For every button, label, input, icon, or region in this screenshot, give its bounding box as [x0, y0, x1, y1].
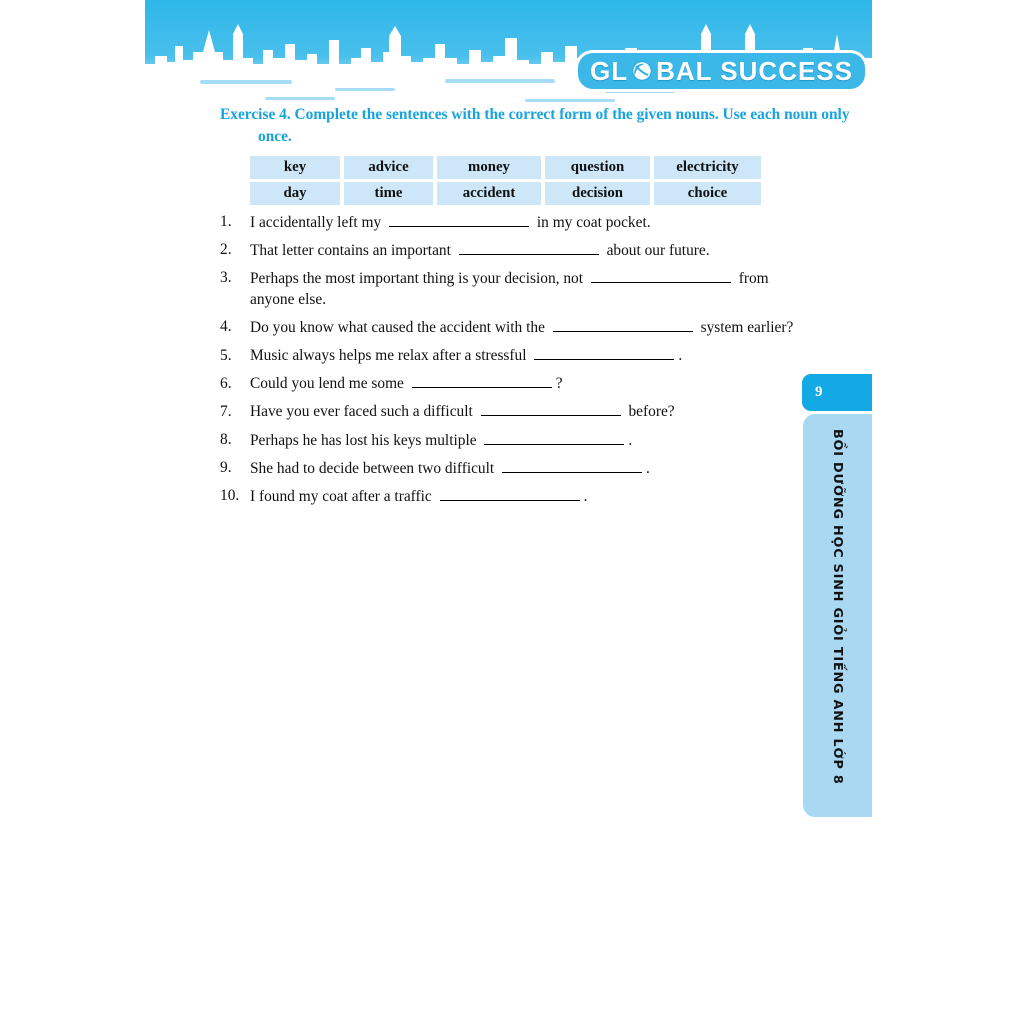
sentence-item [220, 239, 802, 261]
sentence-item [220, 211, 802, 233]
sentence-number: 6. [220, 374, 232, 392]
word-bank-cell: key [250, 156, 340, 179]
sentence-text: That letter contains an important about our future. [250, 242, 710, 259]
sentence-text: Music always helps me relax after a stressful . [250, 347, 682, 364]
series-title: BỒI DƯỠNG HỌC SINH GIỎI TIẾNG ANH LỚP 8 [830, 429, 845, 785]
series-sidebar [803, 414, 872, 817]
word-bank-cell: advice [344, 156, 433, 179]
sentence-number: 9. [220, 459, 232, 476]
sentence-item [220, 485, 802, 507]
sentence-number: 10. [220, 487, 240, 505]
page-sheet [145, 0, 872, 1017]
word-bank-cell: electricity [654, 156, 761, 179]
fill-in-blank-line [459, 239, 599, 255]
fill-in-blank-line [591, 267, 731, 283]
fill-in-blank-line [484, 429, 624, 445]
page-number-tab [802, 374, 872, 411]
sentence-text: Have you ever faced such a difficult before? [250, 403, 675, 420]
sentence-item [220, 267, 802, 310]
word-bank-cell: day [250, 182, 340, 205]
sentence-number: 8. [220, 430, 232, 448]
sentence-number: 2. [220, 241, 232, 259]
page-number: 9 [815, 384, 823, 400]
sentence-text: Could you lend me some ? [250, 375, 563, 392]
fill-in-blank-line [389, 211, 529, 227]
word-bank-cell: choice [654, 182, 761, 205]
sentence-text: I found my coat after a traffic . [250, 488, 587, 505]
sentence-item [220, 316, 802, 338]
sentence-item [220, 373, 802, 395]
sentence-number: 3. [220, 269, 232, 287]
fill-in-blank-line [481, 401, 621, 417]
page-header [145, 0, 872, 112]
word-bank-cell: money [437, 156, 541, 179]
sentence-number: 4. [220, 318, 232, 336]
exercise-title [220, 104, 863, 147]
sentence-list [220, 211, 802, 513]
sentence-text: Perhaps he has lost his keys multiple . [250, 432, 632, 449]
word-bank [250, 156, 761, 205]
exercise-instructions: Complete the sentences with the correct form of the given nouns. Use each noun only once. [258, 106, 850, 145]
logo-text-pre: GL [590, 55, 629, 86]
sentence-text: She had to decide between two difficult . [250, 460, 650, 477]
fill-in-blank-line [553, 316, 693, 332]
sentence-item [220, 457, 802, 479]
logo-text-post: BAL SUCCESS [656, 55, 853, 86]
sentence-text: I accidentally left my in my coat pocket. [250, 214, 651, 231]
word-bank-cell: time [344, 182, 433, 205]
fill-in-blank-line [412, 373, 552, 389]
sentence-item [220, 345, 802, 367]
sentence-text: Perhaps the most important thing is your decision, not from anyone else. [250, 270, 769, 308]
sentence-number: 7. [220, 402, 232, 420]
word-bank-cell: accident [437, 182, 541, 205]
globe-icon [631, 60, 653, 82]
exercise-label: Exercise 4. [220, 106, 291, 123]
fill-in-blank-line [502, 457, 642, 473]
word-bank-cell: question [545, 156, 650, 179]
fill-in-blank-line [534, 345, 674, 361]
fill-in-blank-line [440, 485, 580, 501]
sentence-number: 1. [220, 213, 232, 230]
sentence-item [220, 401, 802, 423]
global-success-logo [575, 50, 868, 92]
word-bank-cell: decision [545, 182, 650, 205]
sentence-item [220, 429, 802, 451]
sentence-text: Do you know what caused the accident with the system earlier? [250, 319, 793, 336]
sentence-number: 5. [220, 346, 232, 364]
